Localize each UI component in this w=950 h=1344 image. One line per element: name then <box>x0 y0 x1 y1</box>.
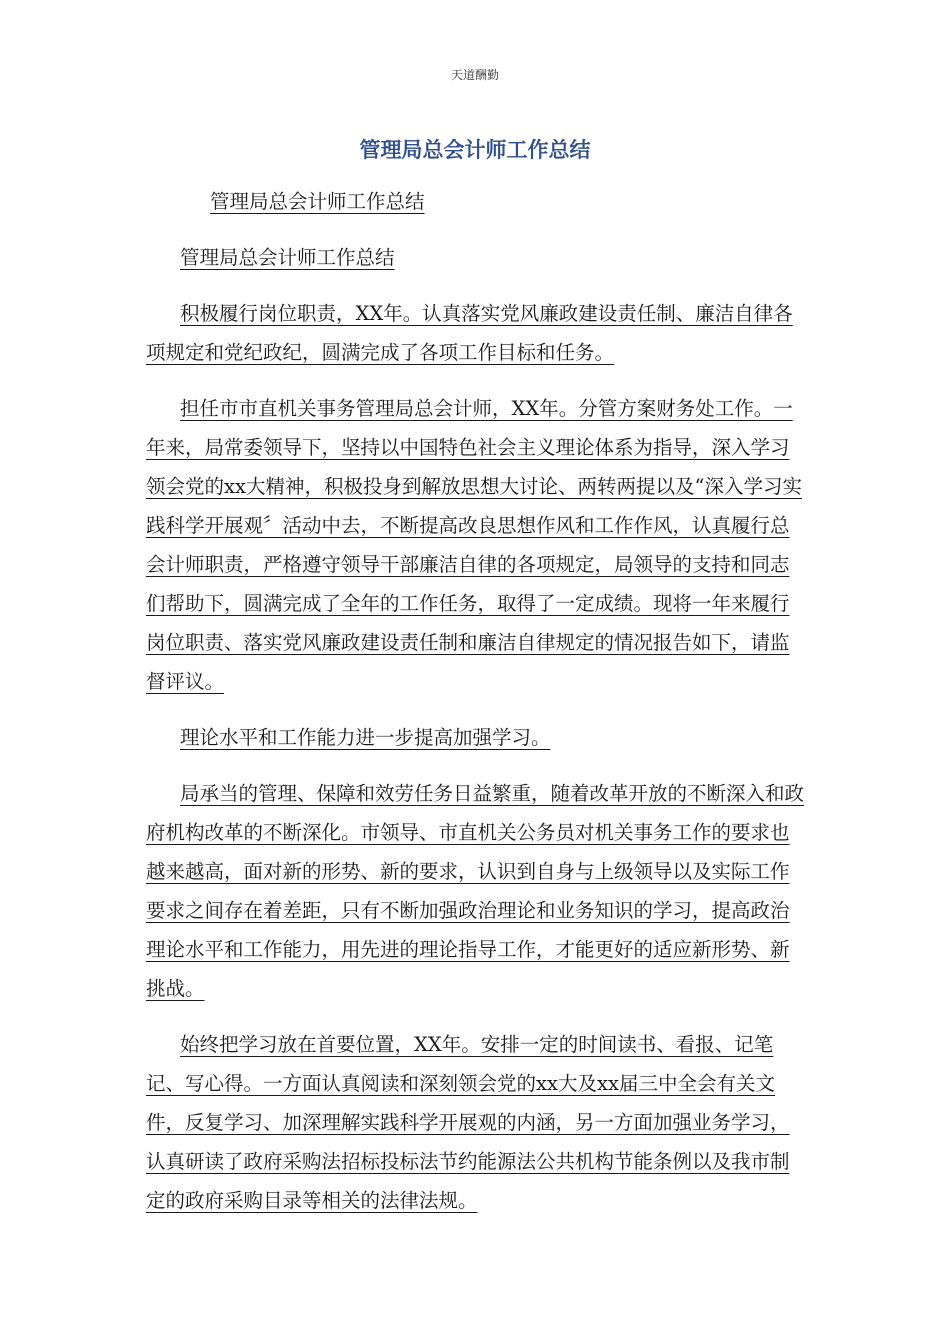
page-header: 天道酬勤 <box>450 68 499 82</box>
paragraph-subtitle-2: 管理局总会计师工作总结 <box>180 246 395 269</box>
document-body <box>146 182 808 1237</box>
paragraph-subtitle-1: 管理局总会计师工作总结 <box>210 190 425 213</box>
paragraph-study: 始终把学习放在首要位置，XX年。安排一定的时间读书、看报、记笔记、写心得。一方面认真阅读和深刻领会党的xx大及xx届三中全会有关文件，反复学习、加深理解实践科学开展观的内涵，另一方面加强业务学习，认真研读了政府采购法招标投标法节约能源法公共机构节能条例以及我市制定的政府采购目录等相关的法律法规。 <box>146 1033 790 1212</box>
paragraph-tasks: 局承当的管理、保障和效劳任务日益繁重，随着改革开放的不断深入和政府机构改革的不断深化。市领导、市直机关公务员对机关事务工作的要求也越来越高，面对新的形势、新的要求，认识到自身与上级领导以及实际工作要求之间存在着差距，只有不断加强政治理论和业务知识的学习，提高政治理论水平和工作能力，用先进的理论指导工作，才能更好的适应新形势、新挑战。 <box>146 782 805 1000</box>
paragraph-heading-learning: 理论水平和工作能力进一步提高加强学习。 <box>180 726 551 749</box>
paragraph-duties: 积极履行岗位职责，XX年。认真落实党风廉政建设责任制、廉洁自律各项规定和党纪政纪，圆满完成了各项工作目标和任务。 <box>146 302 793 364</box>
document-title: 管理局总会计师工作总结 <box>359 138 591 162</box>
paragraph-role: 担任市市直机关事务管理局总会计师，XX年。分管方案财务处工作。一年来，局常委领导下，坚持以中国特色社会主义理论体系为指导，深入学习领会党的xx大精神，积极投身到解放思想大讨论、两转两提以及“深入学习实践科学开展观〞活动中去，不断提高改良思想作风和工作作风，认真履行总会计师职责，严格遵守领导干部廉洁自律的各项规定，局领导的支持和同志们帮助下，圆满完成了全年的工作任务，取得了一定成绩。现将一年来履行岗位职责、落实党风廉政建设责任制和廉洁自律规定的情况报告如下，请监督评议。 <box>146 397 802 693</box>
